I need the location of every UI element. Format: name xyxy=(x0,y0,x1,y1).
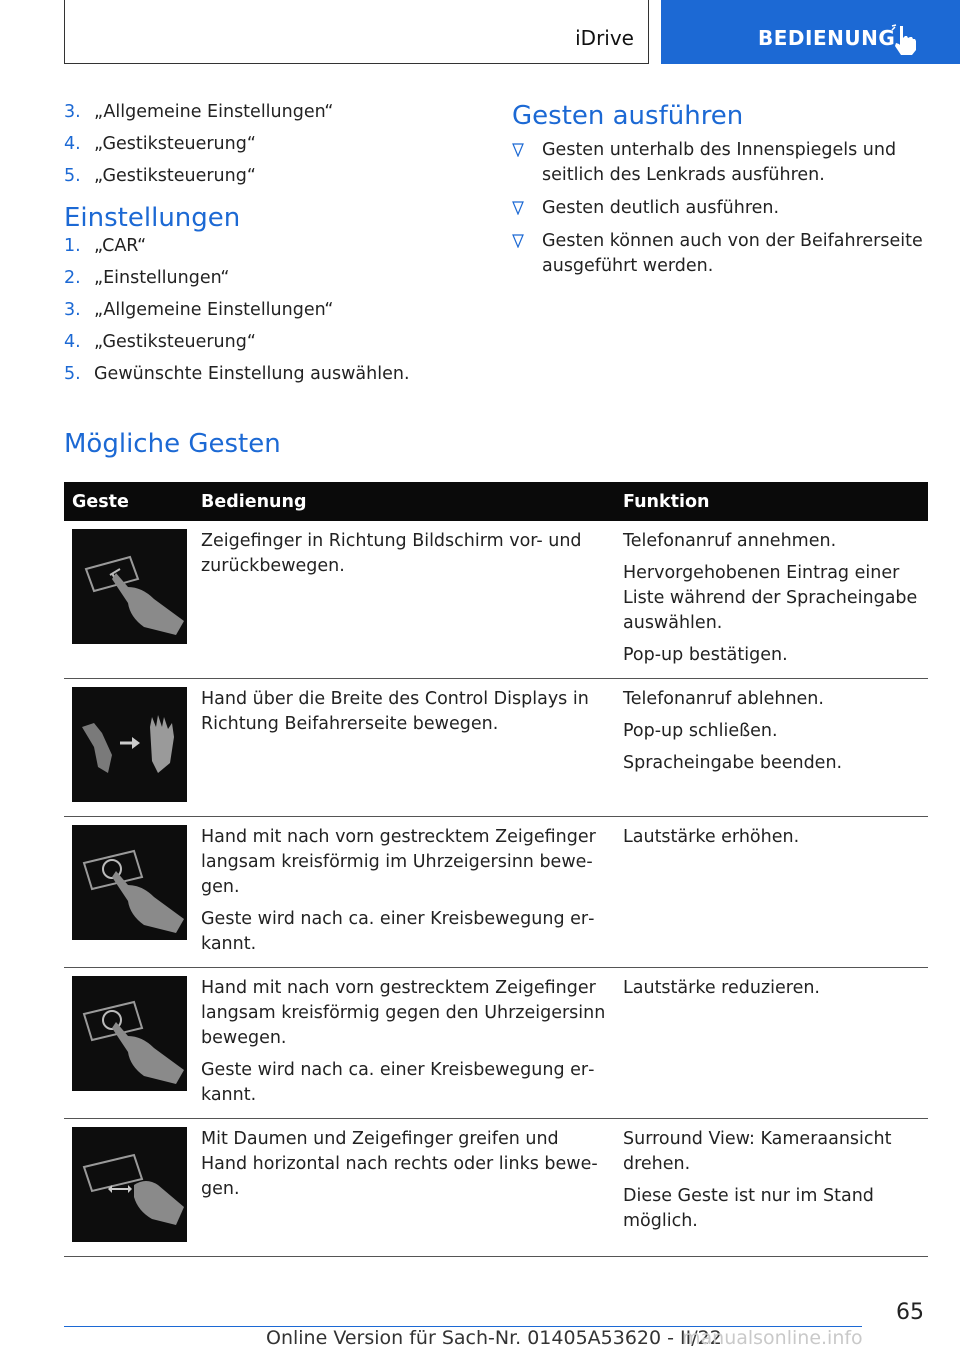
step-text: „CAR“ xyxy=(94,236,147,256)
column-header-geste: Geste xyxy=(64,482,193,521)
list-item xyxy=(64,100,464,124)
bullet-text: Gesten deutlich ausführen. xyxy=(542,198,780,218)
cell-text: Mit Daumen und Zeigefinger greifen und Hand horizontal nach rechts oder links bewegen. xyxy=(201,1129,598,1199)
heading-moegliche-gesten: Mögliche Gesten xyxy=(64,429,281,459)
step-text: „Einstellungen“ xyxy=(94,268,230,288)
circle-clockwise-gesture-icon xyxy=(72,825,187,940)
footer-text: Online Version für Sach-Nr. 01405A53620 - II/22 xyxy=(266,1327,722,1349)
pinch-drag-gesture-icon xyxy=(72,1127,187,1242)
step-number: 1. xyxy=(64,236,81,256)
cell-text: Geste wird nach ca. einer Kreisbewegung erkannt. xyxy=(201,1060,595,1105)
list-item xyxy=(64,132,464,156)
cell-text: Hand mit nach vorn gestrecktem Zeigefinger langsam kreisförmig im Uhrzeigersinn bewegen. xyxy=(201,827,596,897)
cell-text: Pop-up schließen. xyxy=(623,721,778,741)
list-item xyxy=(512,138,932,188)
bullet-text: Gesten unterhalb des Innenspiegels und seitlich des Lenkrads ausführen. xyxy=(542,140,897,185)
list-item xyxy=(64,266,464,290)
gesture-image-cell xyxy=(64,679,193,817)
right-column xyxy=(512,100,932,287)
funktion-cell xyxy=(615,521,928,679)
cell-text: Pop-up bestätigen. xyxy=(623,645,788,665)
cell-text: Spracheingabe beenden. xyxy=(623,753,843,773)
triangle-bullet-icon xyxy=(512,234,524,248)
step-text: „Gestiksteuerung“ xyxy=(94,166,256,186)
bedienung-cell xyxy=(193,521,615,679)
finger-tap-gesture-icon xyxy=(72,529,187,644)
steps-top-list xyxy=(64,100,464,188)
gesture-image-cell xyxy=(64,968,193,1119)
cell-text: Hand mit nach vorn gestrecktem Zeigefinger langsam kreisförmig gegen den Uhrzeigersinn bewegen. xyxy=(201,978,606,1048)
cell-text: Telefonanruf ablehnen. xyxy=(623,689,824,709)
circle-counterclockwise-gesture-icon xyxy=(72,976,187,1091)
step-number: 5. xyxy=(64,166,81,186)
gesture-image-cell xyxy=(64,521,193,679)
heading-einstellungen: Einstellungen xyxy=(64,203,241,233)
step-text: „Gestiksteuerung“ xyxy=(94,134,256,154)
step-text: „Gestiksteuerung“ xyxy=(94,332,256,352)
list-item xyxy=(512,229,932,279)
header-tab-label: BEDIENUNG xyxy=(758,26,896,50)
triangle-bullet-icon xyxy=(512,143,524,157)
step-text: „Allgemeine Einstellungen“ xyxy=(94,300,334,320)
step-number: 3. xyxy=(64,300,81,320)
funktion-cell xyxy=(615,679,928,817)
page-number: 65 xyxy=(896,1300,924,1325)
step-number: 3. xyxy=(64,102,81,122)
step-number: 2. xyxy=(64,268,81,288)
step-number: 4. xyxy=(64,332,81,352)
cell-text: Telefonanruf annehmen. xyxy=(623,531,837,551)
pointing-hand-icon xyxy=(891,24,921,56)
gesture-image-cell xyxy=(64,817,193,968)
cell-text: Geste wird nach ca. einer Kreisbewegung erkannt. xyxy=(201,909,595,954)
bedienung-cell xyxy=(193,817,615,968)
left-column xyxy=(64,100,464,394)
header-box xyxy=(64,0,649,64)
bullets-list xyxy=(512,138,932,279)
list-item xyxy=(64,164,464,188)
bedienung-cell xyxy=(193,679,615,817)
steps-einstellungen-list xyxy=(64,234,464,386)
table-row xyxy=(64,968,928,1119)
table-row xyxy=(64,1119,928,1257)
cell-text: Hand über die Breite des Control Displays in Richtung Beifahrerseite bewegen. xyxy=(201,689,589,734)
list-item xyxy=(64,234,464,258)
table-header-row xyxy=(64,482,928,521)
header-tab-bedienung[interactable] xyxy=(661,0,960,64)
table-row xyxy=(64,817,928,968)
cell-text: Surround View: Kameraansicht drehen. xyxy=(623,1129,892,1174)
bedienung-cell xyxy=(193,968,615,1119)
bullet-text: Gesten können auch von der Beifahrerseite ausgeführt werden. xyxy=(542,231,923,276)
cell-text: Lautstärke erhöhen. xyxy=(623,827,800,847)
list-item xyxy=(64,330,464,354)
step-text: „Allgemeine Einstellungen“ xyxy=(94,102,334,122)
gestures-table xyxy=(64,482,928,1257)
step-number: 5. xyxy=(64,364,81,384)
list-item xyxy=(64,298,464,322)
header-title: iDrive xyxy=(575,26,634,50)
heading-gesten-ausfuehren: Gesten ausführen xyxy=(512,101,744,131)
step-number: 4. xyxy=(64,134,81,154)
column-header-funktion: Funktion xyxy=(615,482,928,521)
watermark: manualsonline.info xyxy=(682,1327,863,1349)
table-row xyxy=(64,521,928,679)
list-item xyxy=(512,196,932,221)
cell-text: Lautstärke reduzieren. xyxy=(623,978,820,998)
gesture-image-cell xyxy=(64,1119,193,1257)
step-text: Gewünschte Einstellung auswählen. xyxy=(94,364,410,384)
funktion-cell xyxy=(615,1119,928,1257)
table-row xyxy=(64,679,928,817)
cell-text: Zeigefinger in Richtung Bildschirm vor- und zurückbewegen. xyxy=(201,531,582,576)
bedienung-cell xyxy=(193,1119,615,1257)
cell-text: Hervorgehobenen Eintrag einer Liste während der Spracheingabe auswählen. xyxy=(623,563,918,633)
list-item xyxy=(64,362,464,386)
funktion-cell xyxy=(615,968,928,1119)
column-header-bedienung: Bedienung xyxy=(193,482,615,521)
cell-text: Diese Geste ist nur im Stand möglich. xyxy=(623,1186,874,1231)
triangle-bullet-icon xyxy=(512,201,524,215)
funktion-cell xyxy=(615,817,928,968)
hand-swipe-gesture-icon xyxy=(72,687,187,802)
